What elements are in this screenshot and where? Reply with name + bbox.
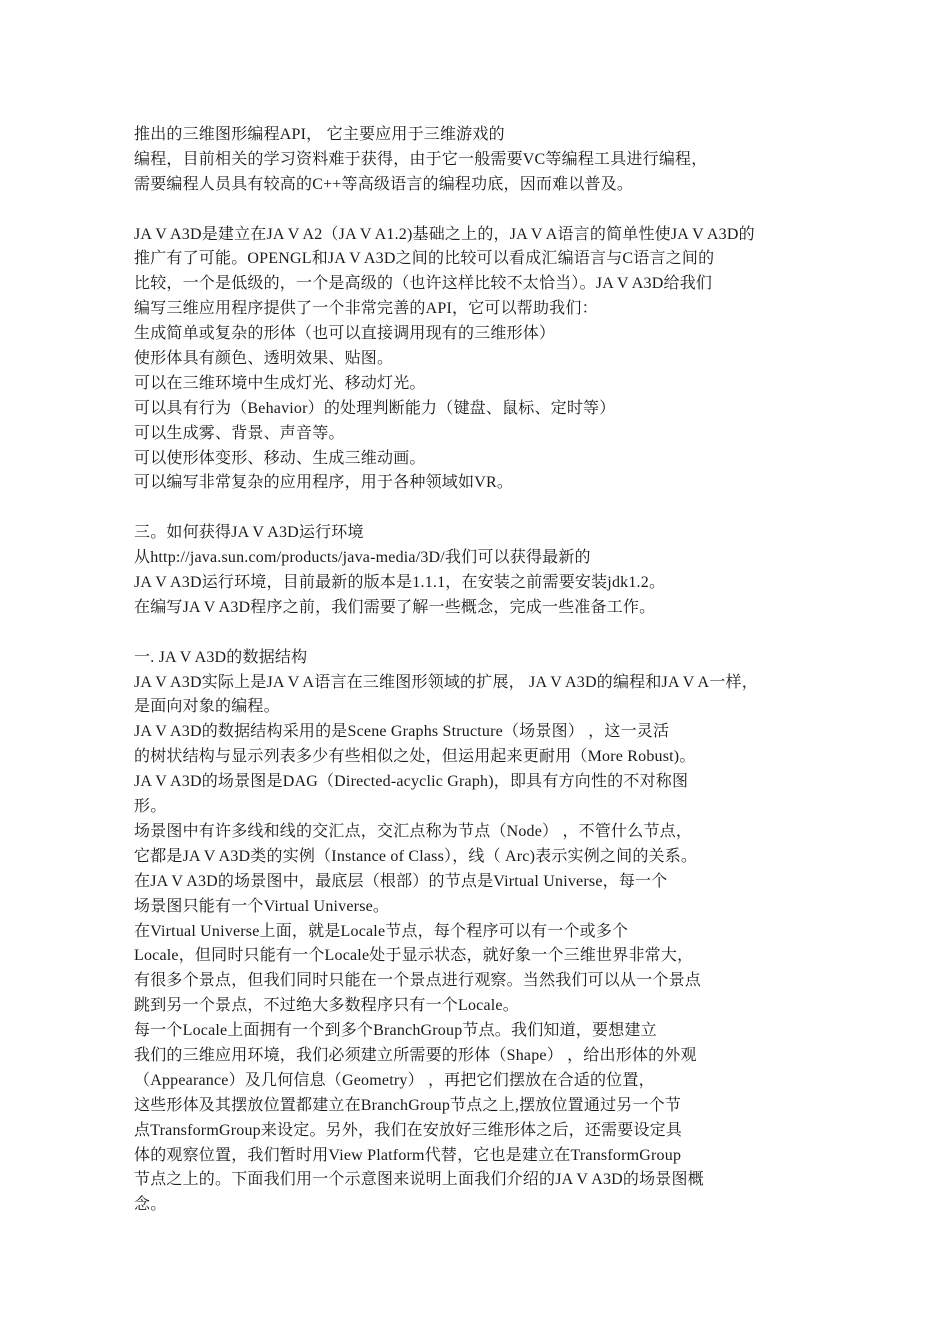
text-line: 形。 — [134, 798, 167, 816]
text-line: JA V A3D实际上是JA V A语言在三维图形领域的扩展， JA V A3D的编程和JA V A一样， — [134, 673, 758, 691]
text-line: 在Virtual Universe上面，就是Locale节点，每个程序可以有一个或多个 — [134, 922, 629, 940]
text-line: 使形体具有颜色、透明效果、贴图。 — [134, 350, 394, 368]
blank-line — [134, 496, 834, 521]
text-line: 可以具有行为（Behavior）的处理判断能力（键盘、鼠标、定时等） — [134, 399, 616, 417]
text-line: 节点之上的。下面我们用一个示意图来说明上面我们介绍的JA V A3D的场景图概 — [134, 1171, 704, 1189]
blank-line — [134, 198, 834, 223]
text-line: 推广有了可能。OPENGL和JA V A3D之间的比较可以看成汇编语言与C语言之间的 — [134, 250, 715, 268]
text-line: 跳到另一个景点，不过绝大多数程序只有一个Locale。 — [134, 997, 519, 1015]
text-line: 可以编写非常复杂的应用程序，用于各种领域如VR。 — [134, 474, 514, 492]
text-line: 比较，一个是低级的，一个是高级的（也许这样比较不太恰当）。JA V A3D给我们 — [134, 275, 713, 293]
text-line: 每一个Locale上面拥有一个到多个BranchGroup节点。我们知道，要想建立 — [134, 1022, 657, 1040]
text-line: 在编写JA V A3D程序之前，我们需要了解一些概念，完成一些准备工作。 — [134, 598, 656, 616]
text-line: 点TransformGroup来设定。另外，我们在安放好三维形体之后，还需要设定具 — [134, 1121, 683, 1139]
text-line: JA V A3D的数据结构采用的是Scene Graphs Structure（场景图） ，这一灵活 — [134, 723, 670, 741]
text-line: 场景图只能有一个Virtual Universe。 — [134, 897, 390, 915]
text-line: 三。如何获得JA V A3D运行环境 — [134, 524, 364, 542]
text-line: 需要编程人员具有较高的C++等高级语言的编程功底，因而难以普及。 — [134, 175, 634, 193]
text-line: 场景图中有许多线和线的交汇点，交汇点称为节点（Node） ，不管什么节点， — [134, 822, 693, 840]
text-line: JA V A3D是建立在JA V A2（JA V A1.2)基础之上的，JA V A语言的简单性使JA V A3D的 — [134, 225, 755, 243]
text-line: JA V A3D运行环境，目前最新的版本是1.1.1，在安装之前需要安装jdk1.2。 — [134, 574, 666, 592]
text-line: Locale，但同时只能有一个Locale处于显示状态，就好象一个三维世界非常大， — [134, 947, 694, 965]
text-line: 它都是JA V A3D类的实例（Instance of Class），线（ Arc)表示实例之间的关系。 — [134, 847, 698, 865]
text-line: 这些形体及其摆放位置都建立在BranchGroup节点之上,摆放位置通过另一个节 — [134, 1096, 682, 1114]
text-line: 念。 — [134, 1196, 167, 1214]
text-line: 我们的三维应用环境，我们必须建立所需要的形体（Shape） ，给出形体的外观 — [134, 1046, 697, 1064]
text-line: 在JA V A3D的场景图中，最底层（根部）的节点是Virtual Universe，每一个 — [134, 872, 668, 890]
text-line: 是面向对象的编程。 — [134, 698, 280, 716]
text-line: 编写三维应用程序提供了一个非常完善的API，它可以帮助我们： — [134, 300, 598, 318]
text-line: 可以生成雾、背景、声音等。 — [134, 424, 345, 442]
text-line: 可以在三维环境中生成灯光、移动灯光。 — [134, 374, 426, 392]
text-line: （Appearance）及几何信息（Geometry） ，再把它们摆放在合适的位置， — [134, 1071, 655, 1089]
document-body — [134, 123, 834, 1218]
text-line: JA V A3D的场景图是DAG（Directed-acyclic Graph)，即具有方向性的不对称图 — [134, 773, 689, 791]
text-line: 一. JA V A3D的数据结构 — [134, 648, 308, 666]
blank-line — [134, 621, 834, 646]
text-line: 推出的三维图形编程API， 它主要应用于三维游戏的 — [134, 126, 505, 143]
text-line: 可以使形体变形、移动、生成三维动画。 — [134, 449, 426, 467]
text-line: 的树状结构与显示列表多少有些相似之处，但运用起来更耐用（More Robust)。 — [134, 748, 696, 766]
text-line: 体的观察位置，我们暂时用View Platform代替，它也是建立在TransformGroup — [134, 1146, 682, 1164]
text-line: 生成简单或复杂的形体（也可以直接调用现有的三维形体） — [134, 325, 556, 343]
text-line: 从http://java.sun.com/products/java-media/3D/我们可以获得最新的 — [134, 549, 591, 567]
text-line: 编程，目前相关的学习资料难于获得，由于它一般需要VC等编程工具进行编程， — [134, 150, 708, 168]
text-line: 有很多个景点，但我们同时只能在一个景点进行观察。当然我们可以从一个景点 — [134, 972, 702, 990]
